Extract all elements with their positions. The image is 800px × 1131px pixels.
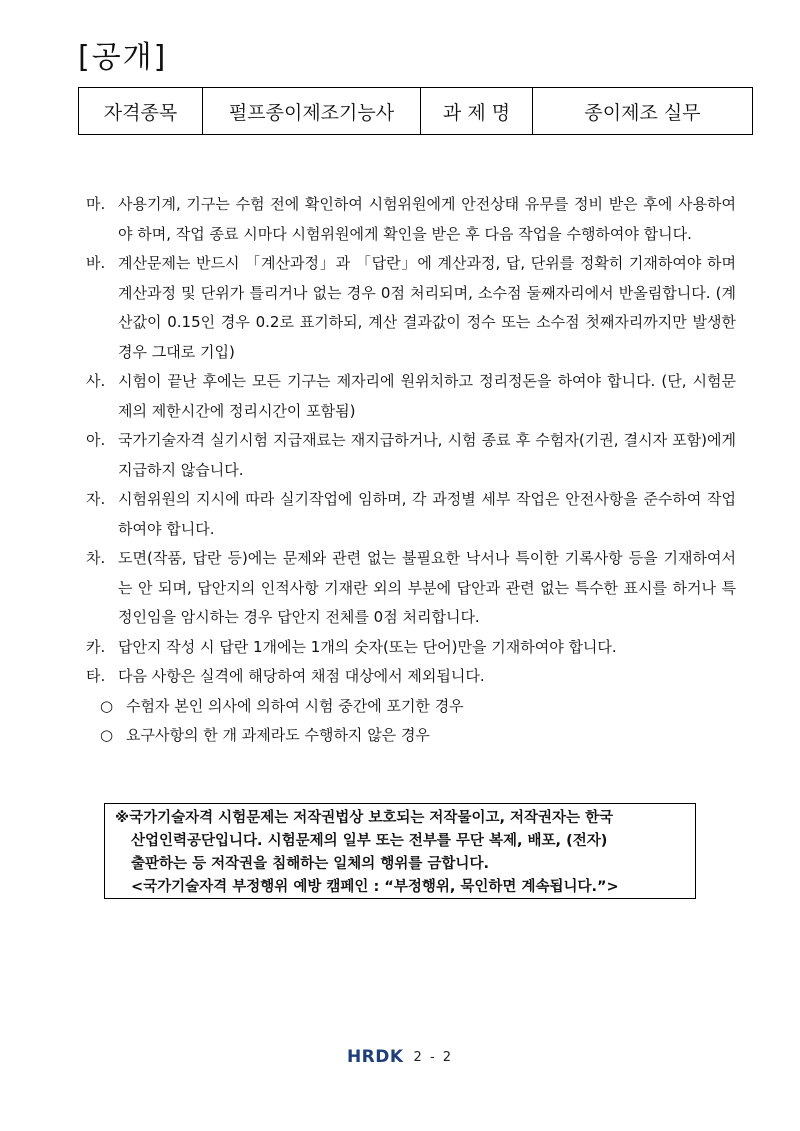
subject-header-cell: 자격종목	[79, 88, 203, 135]
item-marker: 자.	[86, 490, 106, 508]
item-marker: 아.	[86, 431, 106, 449]
notice-line: ※국가기술자격 시험문제는 저작권법상 보호되는 저작물이고, 저작권자는 한국	[115, 810, 614, 826]
list-item	[86, 485, 736, 544]
task-value-cell: 종이제조 실무	[533, 88, 753, 135]
list-item	[86, 249, 736, 367]
bullet-item	[86, 721, 736, 751]
item-marker: 바.	[86, 254, 106, 272]
campaign-line: <국가기술자격 부정행위 예방 캠페인 : “부정행위, 묵인하면 계속됩니다.”>	[131, 879, 619, 895]
disclosure-label: [공개]	[78, 40, 168, 75]
bullet-item	[86, 692, 736, 722]
copyright-notice-box	[104, 803, 696, 899]
item-marker: 차.	[86, 549, 106, 567]
subject-value-cell: 펄프종이제조기능사	[203, 88, 421, 135]
list-item	[86, 426, 736, 485]
task-header-cell: 과 제 명	[421, 88, 533, 135]
exam-info-table	[78, 87, 753, 135]
item-text: 계산문제는 반드시 「계산과정」과 「답란」에 계산과정, 답, 단위를 정확히 기재하여야 하며 계산과정 및 단위가 틀리거나 없는 경우 0점 처리되며, 소수점 둘째자리에서 반올림합니다. (계산값이 0.15인 경우 0.2로 표기하되, 계산 결과값이 정수 또는 소수점 첫째자리까지만 발생한 경우 그대로 기입)	[118, 254, 736, 361]
item-marker: 카.	[86, 637, 106, 656]
item-marker: 사.	[86, 372, 106, 390]
notice-line: 출판하는 등 저작권을 침해하는 일체의 행위를 금합니다.	[131, 856, 489, 872]
bullet-text: 요구사항의 한 개 과제라도 수행하지 않은 경우	[126, 726, 430, 744]
item-marker: 마.	[86, 195, 106, 213]
list-item	[86, 190, 736, 249]
circle-bullet-icon: ○	[100, 726, 114, 744]
instructions-list	[86, 190, 736, 751]
hrdk-logo: HRDK	[346, 1047, 404, 1067]
list-item	[86, 367, 736, 426]
page-footer	[0, 1047, 800, 1067]
list-item	[86, 544, 736, 633]
item-text: 국가기술자격 실기시험 지급재료는 재지급하거나, 시험 종료 후 수험자(기권, 결시자 포함)에게 지급하지 않습니다.	[118, 431, 736, 479]
notice-line: 산업인력공단입니다. 시험문제의 일부 또는 전부를 무단 복제, 배포, (전자)	[131, 833, 608, 849]
bullet-text: 수험자 본인 의사에 의하여 시험 중간에 포기한 경우	[126, 696, 464, 715]
list-item	[86, 662, 736, 692]
list-item	[86, 633, 736, 663]
item-text: 시험위원의 지시에 따라 실기작업에 임하며, 각 과정별 세부 작업은 안전사항을 준수하여 작업하여야 합니다.	[118, 490, 736, 538]
item-text: 다음 사항은 실격에 해당하여 채점 대상에서 제외됩니다.	[118, 667, 485, 685]
item-text: 답안지 작성 시 답란 1개에는 1개의 숫자(또는 단어)만을 기재하여야 합니다.	[118, 637, 617, 656]
item-text: 시험이 끝난 후에는 모든 기구는 제자리에 원위치하고 정리정돈을 하여야 합니다. (단, 시험문제의 제한시간에 정리시간이 포함됨)	[118, 372, 736, 420]
page-number: 2 - 2	[413, 1049, 454, 1065]
table-row	[79, 88, 753, 135]
item-marker: 타.	[86, 667, 106, 685]
circle-bullet-icon: ○	[100, 696, 114, 715]
item-text: 도면(작품, 답란 등)에는 문제와 관련 없는 불필요한 낙서나 특이한 기록사항 등을 기재하여서는 안 되며, 답안지의 인적사항 기재란 외의 부분에 답안과 관련 없는 특수한 표시를 하거나 특정인임을 암시하는 경우 답안지 전체를 0점 처리합니다.	[118, 549, 736, 626]
item-text: 사용기계, 기구는 수험 전에 확인하여 시험위원에게 안전상태 유무를 정비 받은 후에 사용하여야 하며, 작업 종료 시마다 시험위원에게 확인을 받은 후 다음 작업을 수행하여야 합니다.	[118, 195, 736, 243]
